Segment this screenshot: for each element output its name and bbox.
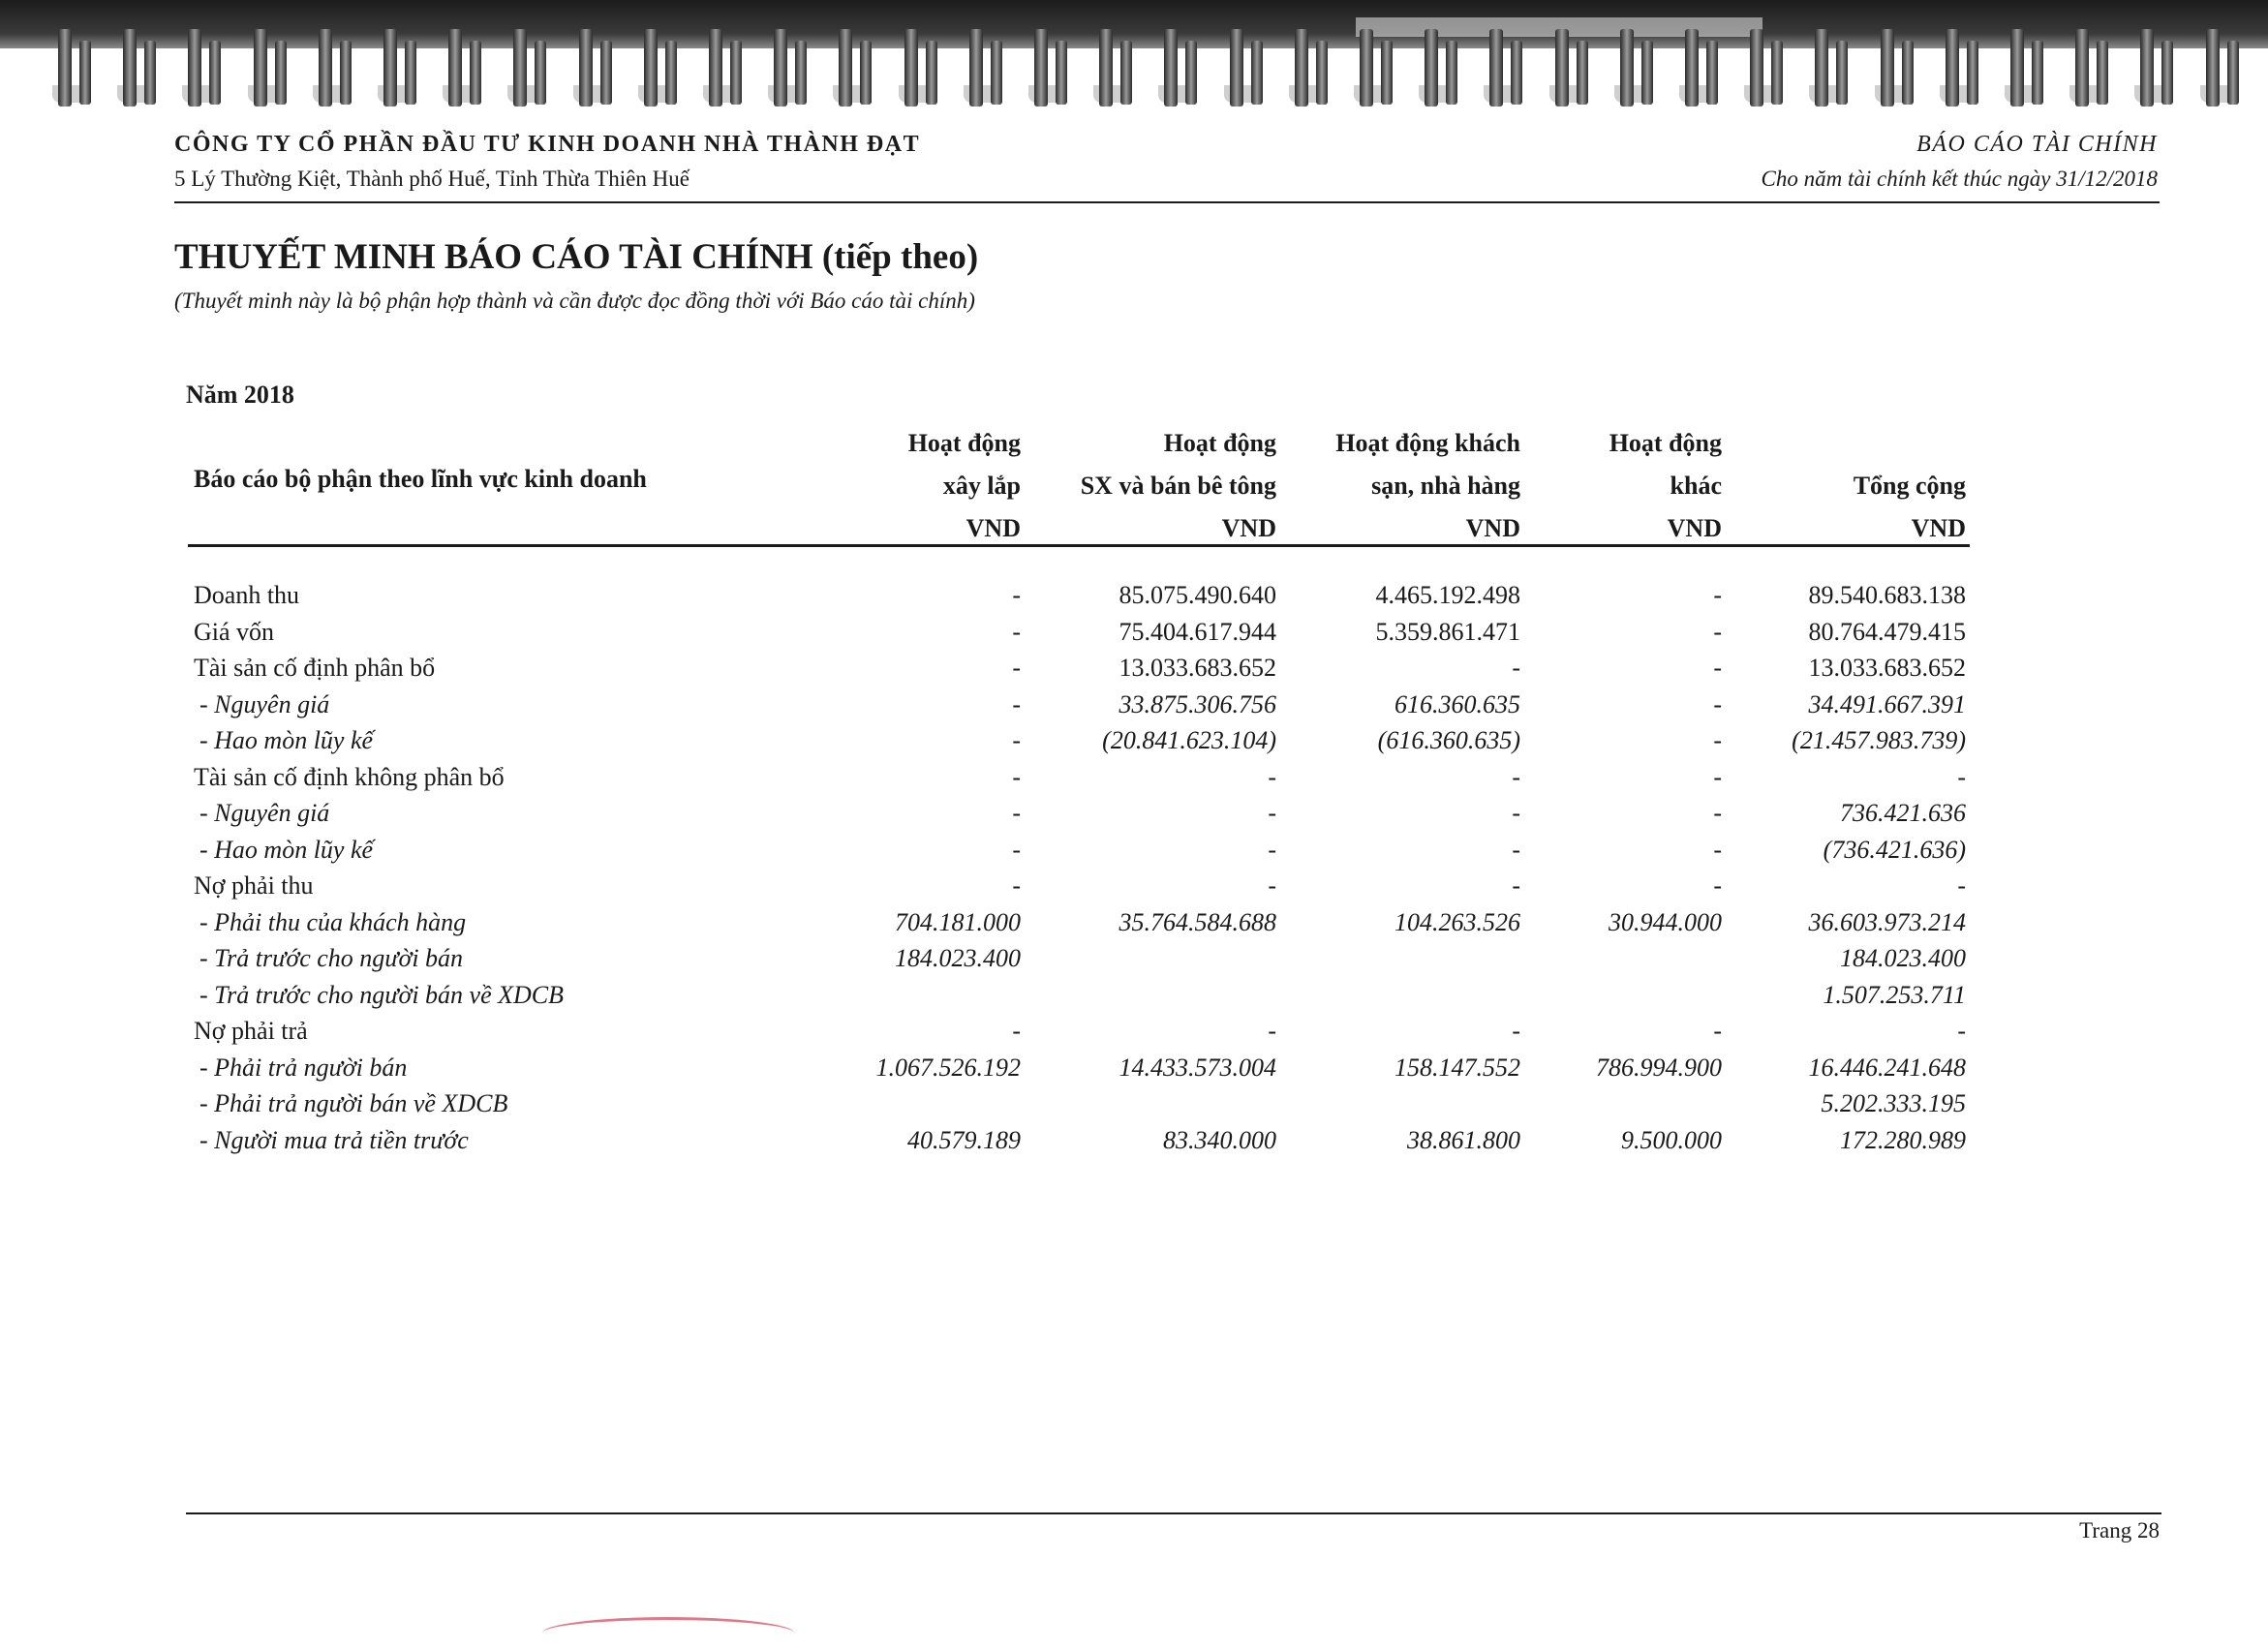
- row-value: 85.075.490.640: [1119, 581, 1276, 609]
- column-header-unit: VND: [965, 514, 1021, 542]
- row-label: - Người mua trả tiền trước: [199, 1125, 469, 1154]
- binding-ring: [665, 41, 677, 105]
- binding-ring: [1446, 41, 1457, 105]
- row-value: 14.433.573.004: [1119, 1053, 1276, 1082]
- binding-ring: [600, 41, 612, 105]
- report-title: BÁO CÁO TÀI CHÍNH: [1916, 132, 2158, 157]
- binding-ring: [209, 41, 221, 105]
- binding-ring: [188, 29, 201, 107]
- row-value: 35.764.584.688: [1119, 907, 1276, 936]
- column-header-line2: SX và bán bê tông: [1080, 472, 1276, 500]
- row-value: 158.147.552: [1395, 1053, 1520, 1082]
- page-header: [174, 128, 2160, 203]
- table-row: [188, 981, 1970, 1018]
- segment-report-heading: Báo cáo bộ phận theo lĩnh vực kinh doanh: [194, 465, 647, 493]
- binding-ring: [1120, 41, 1132, 105]
- row-value: 75.404.617.944: [1119, 617, 1276, 646]
- company-name: CÔNG TY CỔ PHẦN ĐẦU TƯ KINH DOANH NHÀ THÀNH ĐẠT: [174, 132, 921, 157]
- binding-ring: [1577, 41, 1588, 105]
- row-value: -: [1268, 799, 1276, 827]
- column-header-line2: xây lắp: [942, 472, 1021, 500]
- binding-ring: [969, 29, 983, 107]
- binding-ring: [1511, 41, 1522, 105]
- binding-ring: [1815, 29, 1828, 107]
- row-value: 1.067.526.192: [875, 1053, 1021, 1082]
- row-label: - Trả trước cho người bán về XDCB: [199, 980, 565, 1009]
- binding-ring: [254, 29, 267, 107]
- binding-ring: [275, 41, 287, 105]
- table-row: [188, 1054, 1970, 1090]
- binding-ring: [1230, 29, 1243, 107]
- column-header-3: [1470, 422, 1722, 550]
- binding-ring: [839, 29, 852, 107]
- table-row: [188, 654, 1970, 690]
- binding-ring: [383, 29, 397, 107]
- row-value: -: [1957, 1017, 1966, 1045]
- binding-ring: [1836, 41, 1848, 105]
- row-value: 36.603.973.214: [1808, 907, 1966, 936]
- page-subtitle: (Thuyết minh này là bộ phận hợp thành và cần được đọc đồng thời với Báo cáo tài chính): [174, 289, 975, 313]
- row-value: -: [1012, 1017, 1021, 1045]
- binding-ring: [2140, 29, 2154, 107]
- binding-ring: [1185, 41, 1197, 105]
- row-value: (21.457.983.739): [1792, 726, 1966, 754]
- table-row: [188, 726, 1970, 763]
- column-header-line1: Hoạt động: [1163, 429, 1276, 457]
- column-header-unit: VND: [1465, 514, 1520, 542]
- row-value: -: [1012, 762, 1021, 791]
- row-value: 704.181.000: [895, 907, 1021, 936]
- table-row: [188, 799, 1970, 836]
- segment-table-body: [188, 581, 1970, 1162]
- row-label: - Phải trả người bán về XDCB: [199, 1089, 508, 1117]
- row-label: - Phải thu của khách hàng: [199, 907, 467, 936]
- row-value: (736.421.636): [1823, 835, 1966, 864]
- column-header-4: [1714, 422, 1966, 550]
- binding-ring: [1056, 41, 1067, 105]
- row-value: 5.202.333.195: [1821, 1089, 1966, 1117]
- column-header-1: [1025, 422, 1276, 550]
- row-value: -: [1713, 871, 1722, 900]
- binding-ring: [709, 29, 722, 107]
- binding-ring: [644, 29, 658, 107]
- column-header-line2: sạn, nhà hàng: [1371, 472, 1520, 500]
- binding-ring: [2075, 29, 2089, 107]
- binding-ring: [1489, 29, 1503, 107]
- table-row: [188, 908, 1970, 945]
- row-value: -: [1512, 762, 1520, 791]
- page-number: Trang 28: [2079, 1518, 2160, 1542]
- binding-ring: [1099, 29, 1113, 107]
- row-value: -: [1012, 617, 1021, 646]
- row-value: -: [1713, 689, 1722, 718]
- row-value: -: [1713, 581, 1722, 609]
- binding-ring: [123, 29, 137, 107]
- row-label: - Hao mòn lũy kế: [199, 835, 374, 864]
- spiral-binding: [0, 0, 2268, 108]
- row-value: 184.023.400: [1840, 944, 1966, 972]
- row-value: 30.944.000: [1609, 907, 1722, 936]
- row-label: Doanh thu: [194, 581, 300, 609]
- row-label: Giá vốn: [194, 617, 275, 646]
- binding-ring: [448, 29, 462, 107]
- row-value: -: [1713, 617, 1722, 646]
- binding-ring: [795, 41, 807, 105]
- table-row: [188, 871, 1970, 908]
- table-header: [188, 414, 1970, 547]
- table-row: [188, 763, 1970, 800]
- row-value: 9.500.000: [1621, 1125, 1722, 1154]
- binding-ring: [2010, 29, 2024, 107]
- row-value: -: [1512, 799, 1520, 827]
- row-value: -: [1713, 726, 1722, 754]
- binding-ring: [774, 29, 787, 107]
- binding-ring: [1381, 41, 1393, 105]
- row-value: 13.033.683.652: [1119, 654, 1276, 682]
- row-value: 16.446.241.648: [1808, 1053, 1966, 1082]
- row-value: -: [1713, 835, 1722, 864]
- row-value: 80.764.479.415: [1808, 617, 1966, 646]
- row-value: -: [1512, 1017, 1520, 1045]
- row-value: 40.579.189: [907, 1125, 1021, 1154]
- binding-ring: [405, 41, 416, 105]
- row-value: 786.994.900: [1596, 1053, 1722, 1082]
- binding-ring: [1706, 41, 1718, 105]
- row-value: -: [1268, 1017, 1276, 1045]
- binding-ring: [1750, 29, 1763, 107]
- row-label: Nợ phải thu: [194, 871, 314, 900]
- row-value: 5.359.861.471: [1375, 617, 1520, 646]
- binding-ring: [991, 41, 1002, 105]
- binding-ring: [1881, 29, 1894, 107]
- binding-ring: [1620, 29, 1634, 107]
- row-value: -: [1713, 762, 1722, 791]
- row-value: -: [1268, 835, 1276, 864]
- row-value: -: [1268, 762, 1276, 791]
- binding-ring: [2206, 29, 2220, 107]
- binding-ring: [1251, 41, 1263, 105]
- column-header-0: [769, 422, 1021, 550]
- table-row: [188, 836, 1970, 872]
- binding-ring: [79, 41, 91, 105]
- table-row: [188, 1089, 1970, 1126]
- row-value: -: [1957, 762, 1966, 791]
- row-value: 616.360.635: [1395, 689, 1520, 718]
- row-label: - Nguyên giá: [199, 799, 330, 827]
- row-value: -: [1012, 654, 1021, 682]
- table-row: [188, 581, 1970, 618]
- binding-ring: [513, 29, 527, 107]
- row-label: - Hao mòn lũy kế: [199, 726, 374, 754]
- binding-ring: [2227, 41, 2239, 105]
- row-label: Nợ phải trả: [194, 1017, 308, 1045]
- row-label: - Trả trước cho người bán: [199, 944, 464, 972]
- binding-ring: [860, 41, 872, 105]
- row-value: -: [1012, 871, 1021, 900]
- row-label: - Phải trả người bán: [199, 1053, 408, 1082]
- row-value: (20.841.623.104): [1102, 726, 1276, 754]
- year-label: Năm 2018: [186, 381, 294, 409]
- column-header-unit: VND: [1667, 514, 1722, 542]
- row-value: 4.465.192.498: [1375, 581, 1520, 609]
- row-value: -: [1512, 871, 1520, 900]
- column-header-line1: Hoạt động: [1609, 429, 1722, 457]
- page-title: THUYẾT MINH BÁO CÁO TÀI CHÍNH (tiếp theo): [174, 237, 979, 277]
- binding-ring: [2161, 41, 2173, 105]
- row-value: 172.280.989: [1840, 1125, 1966, 1154]
- column-header-line1: Hoạt động: [907, 429, 1021, 457]
- row-value: 33.875.306.756: [1119, 689, 1276, 718]
- row-value: 34.491.667.391: [1808, 689, 1966, 718]
- binding-ring: [470, 41, 481, 105]
- binding-ring: [1685, 29, 1699, 107]
- column-header-line1: [1714, 422, 1966, 465]
- row-value: (616.360.635): [1377, 726, 1520, 754]
- binding-ring: [319, 29, 332, 107]
- binding-ring: [1034, 29, 1048, 107]
- row-value: 1.507.253.711: [1823, 980, 1966, 1009]
- binding-ring: [1295, 29, 1308, 107]
- binding-ring: [926, 41, 937, 105]
- binding-ring: [1641, 41, 1653, 105]
- row-label: Tài sản cố định phân bổ: [194, 654, 436, 682]
- column-header-unit: VND: [1221, 514, 1276, 542]
- column-header-unit: VND: [1911, 514, 1966, 542]
- report-period: Cho năm tài chính kết thúc ngày 31/12/2018: [1761, 167, 2158, 191]
- binding-ring: [730, 41, 742, 105]
- binding-ring: [2097, 41, 2108, 105]
- red-stamp-mark: [542, 1617, 794, 1649]
- row-value: -: [1713, 654, 1722, 682]
- column-header-line1: Hoạt động khách: [1335, 429, 1520, 457]
- binding-ring: [904, 29, 918, 107]
- table-row: [188, 618, 1970, 655]
- row-value: 38.861.800: [1407, 1125, 1520, 1154]
- row-value: -: [1012, 835, 1021, 864]
- binding-ring: [1771, 41, 1783, 105]
- row-value: -: [1512, 835, 1520, 864]
- binding-ring: [1967, 41, 1978, 105]
- row-label: Tài sản cố định không phân bổ: [194, 762, 505, 791]
- binding-ring: [144, 41, 156, 105]
- row-value: 13.033.683.652: [1808, 654, 1966, 682]
- binding-ring: [340, 41, 352, 105]
- binding-ring: [1360, 29, 1373, 107]
- row-value: 184.023.400: [895, 944, 1021, 972]
- row-value: 104.263.526: [1395, 907, 1520, 936]
- binding-ring: [1946, 29, 1959, 107]
- row-value: -: [1012, 726, 1021, 754]
- row-value: -: [1957, 871, 1966, 900]
- row-value: -: [1713, 1017, 1722, 1045]
- binding-ring: [1316, 41, 1328, 105]
- binding-ring: [1425, 29, 1438, 107]
- row-value: -: [1268, 871, 1276, 900]
- row-value: 83.340.000: [1163, 1125, 1276, 1154]
- row-value: -: [1012, 581, 1021, 609]
- binding-ring: [1902, 41, 1914, 105]
- row-label: - Nguyên giá: [199, 689, 330, 718]
- binding-ring: [1555, 29, 1569, 107]
- table-row: [188, 690, 1970, 727]
- binding-ring: [579, 29, 593, 107]
- column-header-line2: khác: [1670, 472, 1722, 500]
- binding-ring: [58, 29, 72, 107]
- binding-ring: [535, 41, 546, 105]
- row-value: 89.540.683.138: [1808, 581, 1966, 609]
- table-row: [188, 1017, 1970, 1054]
- table-row: [188, 1126, 1970, 1163]
- row-value: -: [1012, 689, 1021, 718]
- row-value: 736.421.636: [1840, 799, 1966, 827]
- row-value: -: [1012, 799, 1021, 827]
- binding-ring: [2032, 41, 2043, 105]
- row-value: -: [1713, 799, 1722, 827]
- footer-divider: [186, 1512, 2161, 1514]
- table-row: [188, 944, 1970, 981]
- row-value: -: [1512, 654, 1520, 682]
- column-header-line2: Tổng cộng: [1853, 472, 1966, 500]
- company-address: 5 Lý Thường Kiệt, Thành phố Huế, Tỉnh Thừa Thiên Huế: [174, 167, 690, 191]
- binding-ring: [1164, 29, 1178, 107]
